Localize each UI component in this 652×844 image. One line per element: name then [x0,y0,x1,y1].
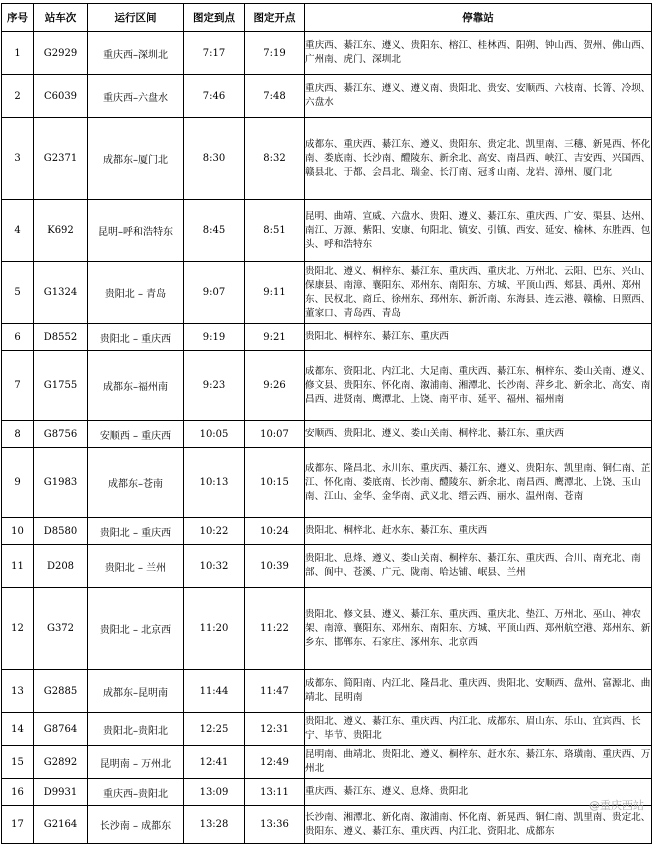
stops-list: 重庆西、綦江东、遵义、贵阳东、榕江、桂林西、阳朔、钟山西、贺州、佛山西、广州南、虎门、深圳北 [305,32,652,75]
row-number: 15 [2,746,34,779]
route: 贵阳北 – 重庆西 [88,324,184,351]
route: 重庆西–六盘水 [88,75,184,118]
route: 重庆西–贵阳北 [88,779,184,806]
header-num: 序号 [2,4,34,32]
arrival-time: 9:07 [184,262,245,324]
stops-list: 重庆西、綦江东、遵义、遵义南、贵阳北、贵安、安顺西、六枝南、长箐、冷坝、六盘水 [305,75,652,118]
departure-time: 11:22 [245,588,305,670]
table-row [2,448,652,518]
departure-time: 10:39 [245,545,305,588]
table-row [2,421,652,448]
header-arrive: 图定到点 [184,4,245,32]
train-number: D8580 [34,518,88,545]
stops-list: 贵阳北、息烽、遵义、娄山关南、桐梓东、綦江东、重庆西、合川、南充北、南部、阆中、苍溪、广元、陇南、哈达铺、岷县、兰州 [305,545,652,588]
departure-time: 13:11 [245,779,305,806]
train-number: G1755 [34,351,88,421]
stops-list: 贵阳北、修文县、遵义、綦江东、重庆西、重庆北、垫江、万州北、巫山、神农架、南漳、襄阳东、邓州东、南阳东、方城、平顶山西、郑州航空港、郑州东、新乡东、邯郸东、石家庄、涿州东、北京西 [305,588,652,670]
table-row [2,262,652,324]
table-row [2,75,652,118]
departure-time: 12:49 [245,746,305,779]
train-schedule-table [1,3,652,844]
route: 安顺西 – 重庆西 [88,421,184,448]
table-row [2,545,652,588]
header-depart: 图定开点 [245,4,305,32]
header-route: 运行区间 [88,4,184,32]
route: 重庆西–深圳北 [88,32,184,75]
arrival-time: 11:20 [184,588,245,670]
stops-list: 成都东、隆昌北、永川东、重庆西、綦江东、遵义、贵阳东、凯里南、铜仁南、芷江、怀化南、娄底南、长沙南、醴陵东、新余北、南昌西、鹰潭北、上饶、玉山南、江山、金华、金华南、武义北、缙云西、丽水、温州南、苍南 [305,448,652,518]
row-number: 10 [2,518,34,545]
departure-time: 10:07 [245,421,305,448]
row-number: 6 [2,324,34,351]
row-number: 8 [2,421,34,448]
stops-list: 重庆西、綦江东、遵义、息烽、贵阳北 [305,779,652,806]
table-row [2,588,652,670]
arrival-time: 8:45 [184,200,245,262]
table-row [2,779,652,806]
row-number: 11 [2,545,34,588]
departure-time: 13:36 [245,806,305,844]
train-number: C6039 [34,75,88,118]
arrival-time: 9:23 [184,351,245,421]
route: 贵阳北–贵阳北 [88,713,184,746]
route: 成都东–厦门北 [88,118,184,200]
table-row [2,351,652,421]
stops-list: 贵阳北、遵义、綦江东、重庆西、内江北、成都东、眉山东、乐山、宜宾西、长宁、毕节、贵阳北 [305,713,652,746]
stops-list: 成都东、重庆西、綦江东、遵义、贵阳东、贵定北、凯里南、三穗、新晃西、怀化南、娄底南、长沙南、醴陵东、新余北、高安、南昌西、峡江、吉安西、兴国西、赣县北、于都、会昌北、瑞金、长汀南、冠豸山南、龙岩、漳州、厦门北 [305,118,652,200]
departure-time: 7:48 [245,75,305,118]
train-number: D8552 [34,324,88,351]
train-number: D9931 [34,779,88,806]
arrival-time: 11:44 [184,670,245,713]
train-number: K692 [34,200,88,262]
arrival-time: 13:28 [184,806,245,844]
departure-time: 9:26 [245,351,305,421]
departure-time: 9:21 [245,324,305,351]
train-number: G2892 [34,746,88,779]
stops-list: 贵阳北、桐梓东、綦江东、重庆西 [305,324,652,351]
arrival-time: 8:30 [184,118,245,200]
arrival-time: 12:41 [184,746,245,779]
departure-time: 10:24 [245,518,305,545]
header-stops: 停靠站 [305,4,652,32]
row-number: 4 [2,200,34,262]
table-row [2,806,652,844]
departure-time: 8:51 [245,200,305,262]
stops-list: 昆明、曲靖、宣威、六盘水、贵阳、遵义、綦江东、重庆西、广安、渠县、达州、南江、万源、紫阳、安康、旬阳北、镇安、引镇、西安、延安、榆林、东胜西、包头、呼和浩特东 [305,200,652,262]
departure-time: 10:15 [245,448,305,518]
arrival-time: 9:19 [184,324,245,351]
route: 贵阳北 – 重庆西 [88,518,184,545]
table-header-row [2,4,652,32]
train-number: G8756 [34,421,88,448]
departure-time: 7:19 [245,32,305,75]
arrival-time: 13:09 [184,779,245,806]
departure-time: 9:11 [245,262,305,324]
stops-list: 长沙南、湘潭北、新化南、溆浦南、怀化南、新晃西、铜仁南、凯里南、贵定北、贵阳东、遵义、綦江东、重庆西、内江北、资阳北、成都东 [305,806,652,844]
route: 成都东–福州南 [88,351,184,421]
row-number: 9 [2,448,34,518]
departure-time: 8:32 [245,118,305,200]
table-row [2,746,652,779]
train-number: G1324 [34,262,88,324]
table-body [2,32,652,844]
train-number: G8764 [34,713,88,746]
table-row [2,324,652,351]
row-number: 16 [2,779,34,806]
route: 长沙南 – 成都东 [88,806,184,844]
arrival-time: 7:46 [184,75,245,118]
row-number: 13 [2,670,34,713]
train-number: G1983 [34,448,88,518]
route: 贵阳北 – 青岛 [88,262,184,324]
row-number: 14 [2,713,34,746]
train-number: G2929 [34,32,88,75]
table-row [2,200,652,262]
route: 昆明–呼和浩特东 [88,200,184,262]
arrival-time: 7:17 [184,32,245,75]
route: 昆明南 – 万州北 [88,746,184,779]
train-number: G372 [34,588,88,670]
route: 贵阳北 – 北京西 [88,588,184,670]
train-number: G2164 [34,806,88,844]
table-row [2,118,652,200]
row-number: 17 [2,806,34,844]
stops-list: 成都东、资阳北、内江北、大足南、重庆西、綦江东、桐梓东、娄山关南、遵义、修文县、贵阳东、怀化南、溆浦南、湘潭北、长沙南、萍乡北、新余北、高安、南昌西、进贤南、鹰潭北、上饶、南平市、延平、福州、福州南 [305,351,652,421]
row-number: 2 [2,75,34,118]
train-number: D208 [34,545,88,588]
stops-list: 成都东、简阳南、内江北、隆昌北、重庆西、贵阳北、安顺西、盘州、富源北、曲靖北、昆明南 [305,670,652,713]
route: 成都东–苍南 [88,448,184,518]
stops-list: 贵阳北、桐梓北、赶水东、綦江东、重庆西 [305,518,652,545]
stops-list: 昆明南、曲靖北、贵阳北、遵义、桐梓东、赶水东、綦江东、珞璜南、重庆西、万州北 [305,746,652,779]
departure-time: 11:47 [245,670,305,713]
stops-list: 贵阳北、遵义、桐梓东、綦江东、重庆西、重庆北、万州北、云阳、巴东、兴山、保康县、南漳、襄阳东、邓州东、南阳东、方城、平顶山西、郏县、禹州、郑州东、民权北、商丘、徐州东、邳州东、新沂南、东海县、连云港、赣榆、日照西、董家口、青岛西、青岛 [305,262,652,324]
header-train: 站车次 [34,4,88,32]
route: 成都东–昆明南 [88,670,184,713]
table-row [2,518,652,545]
row-number: 1 [2,32,34,75]
departure-time: 12:31 [245,713,305,746]
table-row [2,32,652,75]
row-number: 3 [2,118,34,200]
arrival-time: 10:32 [184,545,245,588]
train-number: G2371 [34,118,88,200]
arrival-time: 12:25 [184,713,245,746]
stops-list: 安顺西、贵阳北、遵义、娄山关南、桐梓北、綦江东、重庆西 [305,421,652,448]
row-number: 7 [2,351,34,421]
table-row [2,670,652,713]
arrival-time: 10:22 [184,518,245,545]
train-number: G2885 [34,670,88,713]
row-number: 12 [2,588,34,670]
arrival-time: 10:05 [184,421,245,448]
table-row [2,713,652,746]
watermark: @重庆西站 [589,799,644,812]
row-number: 5 [2,262,34,324]
route: 贵阳北 – 兰州 [88,545,184,588]
arrival-time: 10:13 [184,448,245,518]
